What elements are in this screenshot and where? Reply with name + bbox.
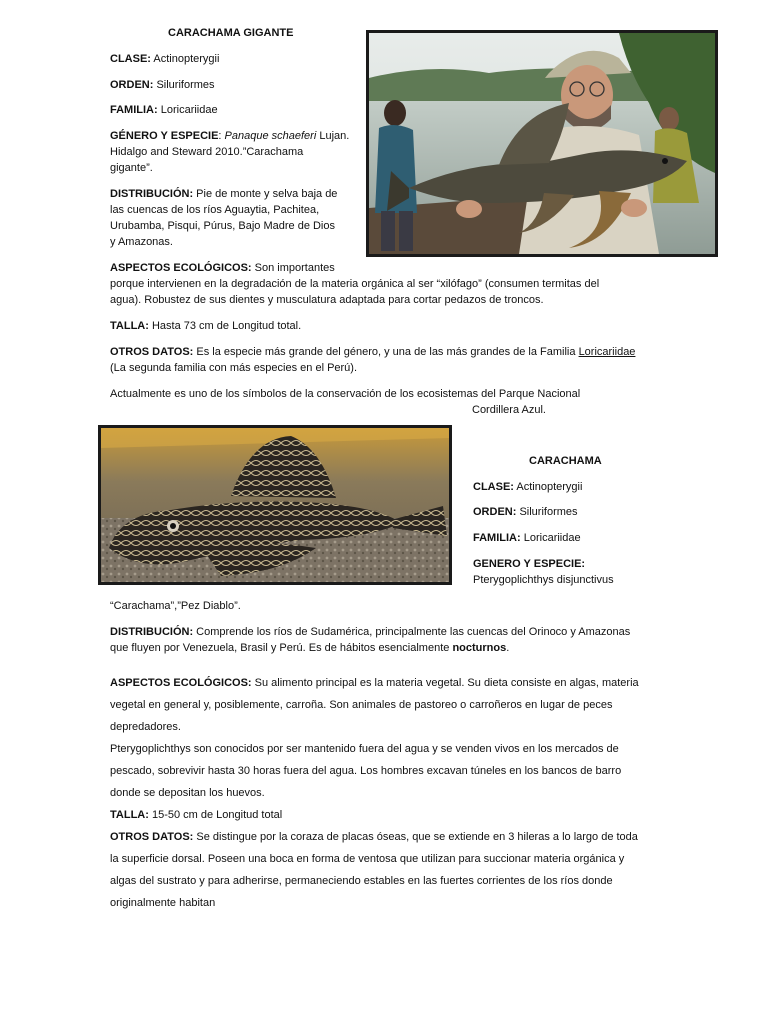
s1-genero: GÉNERO Y ESPECIE: Panaque schaeferi Lujan. Hidalgo and Steward 2010.”Carachama gigante”.: [110, 130, 350, 174]
s2-orden: ORDEN: Siluriformes: [473, 506, 578, 518]
s1-aspectos-ecologicos: ASPECTOS ECOLÓGICOS: Son importantes porque intervienen en la degradación de la materia orgánica al ser “xilófago” (consumen termitas del agua). Robustez de sus dientes y musculatura adaptada para cortar pedazos de troncos.: [110, 262, 600, 306]
giant-catfish-photo: [366, 30, 718, 257]
pleco-photo: [98, 425, 452, 585]
pleco-photo-svg: [101, 428, 449, 582]
s1-clase: CLASE: Actinopterygii: [110, 53, 220, 65]
s1-familia: FAMILIA: Loricariidae: [110, 104, 218, 116]
s1-otros-datos: OTROS DATOS: Es la especie más grande del género, y una de las más grandes de la Familia Loricariidae (La segunda familia con más especies en el Perú).: [110, 346, 636, 374]
s2-aspectos-ecologicos: ASPECTOS ECOLÓGICOS: Su alimento principal es la materia vegetal. Su dieta consiste en algas, materia vegetal en general y, posiblemente, carroña. Son animales de pastoreo o carroñeros en lugar de peces depredadores. Pterygoplichthys son conocidos por ser mantenido fuera del agua y se venden vivos en los mercados de pescado, sobrevivir hasta 30 horas fuera del agua. Los hombres excavan túneles en los bancos de barro donde se depositan los huevos. TALLA: 15-50 cm de Longitud total OTROS DATOS: Se distingue por la coraza de placas óseas, que se extiende en 3 hileras a lo largo de toda la superficie dorsal. Poseen una boca en forma de ventosa que utilizan para succionar materia orgánica y algas del sustrato y para adherirse, permaneciendo estables en las fuertes corrientes de los ríos donde originalmente habitan: [110, 672, 670, 914]
s1-actualmente-line2: Cordillera Azul.: [472, 404, 546, 416]
s2-common-names: “Carachama”,”Pez Diablo”.: [110, 600, 241, 612]
s1-actualmente-line1: Actualmente es uno de los símbolos de la conservación de los ecosistemas del Parque Nacional: [110, 388, 581, 400]
section2-title: CARACHAMA: [529, 455, 602, 467]
s2-familia: FAMILIA: Loricariidae: [473, 532, 581, 544]
s2-otros-datos: OTROS DATOS: Se distingue por la coraza de placas óseas, que se extiende en 3 hileras a lo largo de toda: [110, 831, 638, 843]
s2-genero: GENERO Y ESPECIE: Pterygoplichthys disjunctivus: [473, 558, 614, 586]
loricariidae-link[interactable]: Loricariidae: [578, 346, 636, 358]
s2-distribucion: DISTRIBUCIÓN: Comprende los ríos de Sudamérica, principalmente las cuencas del Orinoco y Amazonas que fluyen por Venezuela, Brasil y Perú. Es de hábitos esencialmente nocturnos.: [110, 626, 631, 654]
s1-talla: TALLA: Hasta 73 cm de Longitud total.: [110, 320, 302, 332]
s2-talla: TALLA: 15-50 cm de Longitud total: [110, 809, 283, 821]
section1-title: CARACHAMA GIGANTE: [168, 27, 294, 39]
giant-catfish-photo-svg: [369, 33, 715, 254]
s1-orden: ORDEN: Siluriformes: [110, 79, 215, 91]
s1-distribucion: DISTRIBUCIÓN: Pie de monte y selva baja de las cuencas de los ríos Aguaytia, Pachitea, Urubamba, Pisqui, Púrus, Bajo Madre de Dios y Amazonas.: [110, 188, 338, 248]
s2-clase: CLASE: Actinopterygii: [473, 481, 583, 493]
